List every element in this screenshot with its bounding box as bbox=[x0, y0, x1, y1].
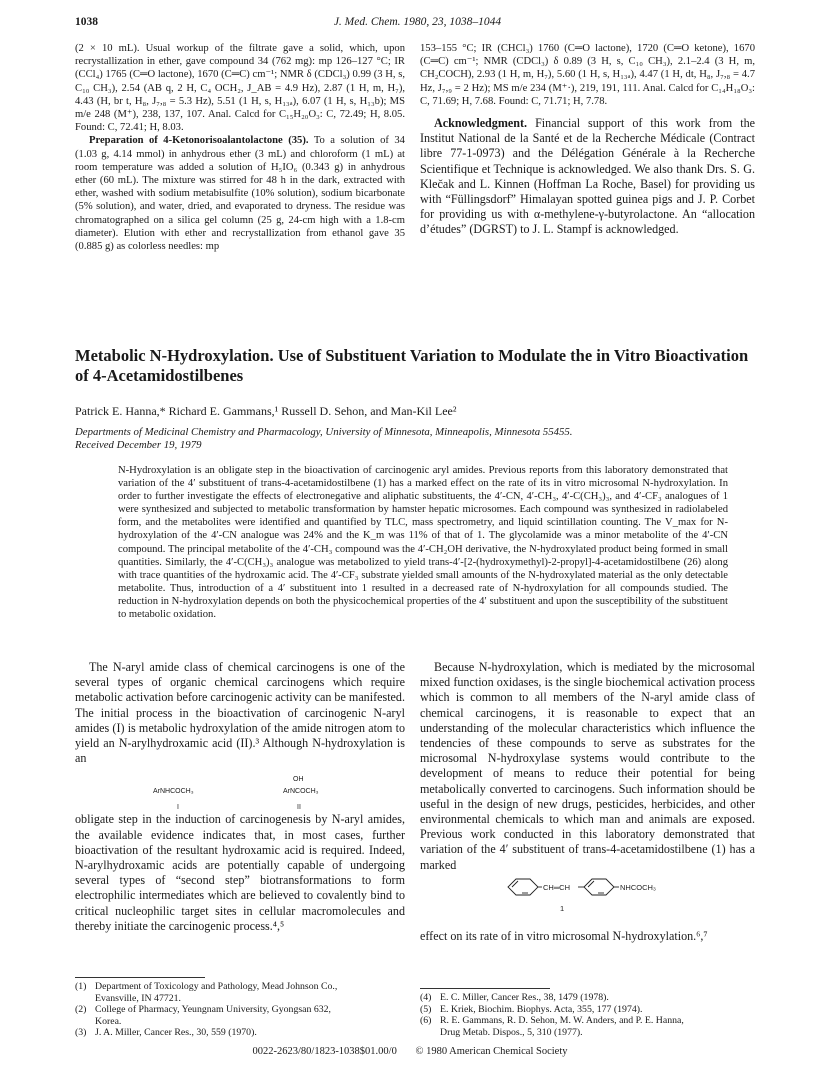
stilbene-structure bbox=[420, 873, 755, 929]
preparation-body: To a solution of 34 (1.03 g, 4.14 mmol) in anhydrous ether (3 mL) and chloroform (1 mL) at room temperature was added a solution of H₅IO₆ (0.343 g) in anhydrous ether (60 mL). The mixture was stirred for 48 h in the dark, extracted with ether, washed with sodium metabisulfite (10% solution), sodium bicarbonate (5% solution), and water, dried, and evaporated to dryness. The residue was chromatographed on a silica gel column (25 g, 24-cm high with a 1.8-cm diameter). Elution with ether and recrystallization from ethanol gave 35 (0.885 g) as colorless needles: mp bbox=[75, 135, 405, 253]
received-date: Received December 19, 1979 bbox=[75, 439, 202, 451]
preparation-heading: Preparation of 4-Ketonorisoalantolactone (35). bbox=[89, 135, 309, 147]
structure-II-oh: OH bbox=[293, 776, 304, 784]
footnote-1: (1) Department of Toxicology and Pathology, Mead Johnson Co., bbox=[75, 981, 338, 992]
article-authors: Patrick E. Hanna,* Richard E. Gammans,¹ Russell D. Sehon, and Man-Kil Lee² bbox=[75, 404, 457, 418]
abstract: N-Hydroxylation is an obligate step in the bioactivation of carcinogenic aryl amides. Previous reports from this laboratory demonstrated that variation of the 4′ substituent of trans-4-acetamidostilbene (1) has a marked effect on the rate of its in vitro microsomal N-hydroxylation. In order to further investigate the effects of electronegative and aliphatic substituents, the 4′-CN, 4′-CH₃, 4′-C(CH₃)₃, and 4′-CF₃ analogues of 1 were synthesized and subjected to metabolic transformation by hamster hepatic microsomes. Each compound was synthesized in radiolabeled form, and the metabolites were identified and quantified by TLC, mass spectrometry, and liquid scintillation counting. The V_max for N-hydroxylation of the 4′-CN analogue was 24% and the K_m was 11% of that of 1. The glycolamide was a minor metabolite of the 4′-CN compound. The principal metabolite of the 4′-CH₃ compound was the 4′-CH₂OH derivative, the N-hydroxylated product being formed in small quantities. Similarly, the 4′-C(CH₃)₃ analogue was metabolized to yield trans-4′-[2-(hydroxymethyl)-2-propyl]-4-acetamidostilbene (26) along with trace quantities of the hydroxamic acid. The 4′-CF₃ substrate yielded small amounts of the N-hydroxylated material as the only detectable metabolite. Thus, introduction of a 4′ substituent into 1 resulted in a decreased rate of N-hydroxylation for all compounds studied. The reduction in N-hydroxylation depends on both the physicochemical properties of the 4′ substituent and upon the susceptibility of the substituent to metabolic oxidation. bbox=[118, 465, 728, 621]
stilbene-linker: CH═CH bbox=[543, 882, 570, 892]
copyright-notice: © 1980 American Chemical Society bbox=[415, 1046, 568, 1057]
top-right-column bbox=[420, 42, 755, 238]
footnotes-left bbox=[75, 977, 405, 1039]
intro-paragraph-1: The N-aryl amide class of chemical carcinogens is one of the several types of organic chemical carcinogens which require metabolic activation before carcinogenic activity can be manifested. The initial process in the bioactivation of carcinogenic N-aryl amides (I) is metabolic hydroxylation of the amide nitrogen atom to yield an N-arylhydroxamic acid (II).³ Although N-hydroxylation is an bbox=[75, 660, 405, 766]
footnote-2: (2) College of Pharmacy, Yeungnam University, Gyongsan 632, bbox=[75, 1004, 331, 1016]
structure-I: ArNHCOCH₃ bbox=[153, 788, 194, 796]
footnote-6: (6) R. E. Gammans, R. D. Sehon, M. W. Anders, and P. E. Hanna, bbox=[420, 1015, 684, 1027]
acknowledgment-paragraph bbox=[420, 116, 755, 238]
intro-paragraph-3: Because N-hydroxylation, which is mediated by the microsomal mixed function oxidases, is the single biochemical activation process which is common to all members of the N-aryl amide class of chemical carcinogens, it is reasonable to expect that an understanding of the molecular characteristics which influence the tendencies of these compounds to serve as substrates for the microsomal N-hydroxylase systems would contribute to the development of means to reduce their potential for being metabolically converted to carcinogens. Such information should be useful in the design of new drugs, pesticides, herbicides, and other environmental chemicals to which man and animals are exposed. Previous work conducted in this laboratory demonstrated that variation of the 4′ substituent of trans-4-acetamidostilbene (1) has a marked bbox=[420, 660, 755, 872]
footnote-4: (4) E. C. Miller, Cancer Res., 38, 1479 (1978). bbox=[420, 992, 609, 1003]
footnote-6-cont: Drug Metab. Dispos., 5, 310 (1977). bbox=[440, 1026, 583, 1038]
acknowledgment-heading: Acknowledgment. bbox=[434, 116, 528, 131]
footnote-5: (5) E. Kriek, Biochim. Biophys. Acta, 355, 177 (1974). bbox=[420, 1003, 643, 1015]
footnotes-right bbox=[420, 988, 755, 1038]
intro-paragraph-2: obligate step in the induction of carcinogenesis by N-aryl amides, the available evidence indicates that, in most cases, further bioactivation of the resultant hydroxamic acid is required. Indeed, N-arylhydroxamic acids are potentially capable of undergoing several types of “second step” biotransformations to form electrophilic intermediates which are believed to covalently bind to critical nucleophilic target sites in cellular macromolecules and thereby initiate the carcinogenic process.⁴,⁵ bbox=[75, 812, 405, 933]
stilbene-structure-drawing bbox=[420, 873, 755, 929]
structure-I-label: I bbox=[177, 804, 179, 812]
journal-citation: J. Med. Chem. 1980, 23, 1038–1044 bbox=[333, 16, 502, 28]
stilbene-group: NHCOCH₃ bbox=[620, 882, 656, 892]
footnote-3: (3) J. A. Miller, Cancer Res., 30, 559 (1970). bbox=[75, 1027, 257, 1039]
compound-34-data: (2 × 10 mL). Usual workup of the filtrate gave a solid, which, upon recrystallization in ether, gave compound 34 (762 mg): mp 126–127 °C; IR (CCl₄) 1765 (C═O lactone), 1670 (C═C) cm⁻¹; NMR δ (CDCl₃) 0.99 (3 H, s, C₁₀ CH₃), 2.54 (AB q, 2 H, C₄ OCH₂, J_AB = 4.9 Hz), 2.87 (1 H, m, H₇), 4.43 (H, br t, H₈, J₇,₈ = 5.3 Hz), 5.51 (1 H, s, H₁₃ₐ), 6.07 (1 H, s, H₁₃b); MS m/e 248 (M⁺), 238, 137, 107. Anal. Calcd for C₁₅H₂₀O₃: C, 72.49; H, 8.05. Found: C, 72.41; H, 8.03. bbox=[75, 43, 405, 134]
footnote-rule-right bbox=[420, 988, 550, 989]
footnote-1-cont: Evansville, IN 47721. bbox=[95, 992, 181, 1004]
amide-structures bbox=[75, 766, 405, 812]
top-left-column bbox=[75, 42, 405, 253]
preparation-paragraph bbox=[75, 134, 405, 253]
footnote-rule bbox=[75, 977, 205, 978]
affiliation-line: Departments of Medicinal Chemistry and Pharmacology, University of Minnesota, Minneapolis, Minnesota 55455. bbox=[75, 426, 573, 438]
running-header bbox=[75, 16, 760, 32]
body-right-column bbox=[420, 660, 755, 944]
article-code: 0022-2623/80/1823-1038$01.00/0 bbox=[252, 1046, 397, 1057]
page-number: 1038 bbox=[75, 16, 98, 28]
acknowledgment-body: Financial support of this work from the Institut National de la Santé et de la Recherche Médicale (Contract libre 77-1-0973) and the Délégation Générale à la Recherche Scientifique et Technique is acknowledged. We also thank Drs. S. G. Klečak and L. Kinnen (Hoffman La Roche, Basel) for providing us with “Füllingsdorf” Himalayan spotted guinea pigs and J. P. Corbet for providing us with α-methylene-γ-butyrolactone. An “allocation d’études” (DGRST) to J. L. Stampf is acknowledged. bbox=[420, 116, 755, 237]
footnote-2-cont: Korea. bbox=[95, 1015, 122, 1027]
structure-II: ArNCOCH₃ bbox=[283, 788, 319, 796]
body-left-column bbox=[75, 660, 405, 934]
article-affiliation bbox=[75, 426, 573, 452]
article-title: Metabolic N-Hydroxylation. Use of Substituent Variation to Modulate the in Vitro Bioactivation of 4-Acetamidostilbenes bbox=[75, 346, 749, 385]
structure-II-label: II bbox=[297, 804, 301, 812]
page-footer bbox=[0, 1046, 820, 1057]
compound-35-data: 153–155 °C; IR (CHCl₃) 1760 (C═O lactone), 1720 (C═O ketone), 1670 (C═C) cm⁻¹; NMR (CDCl₃) δ 0.89 (3 H, s, C₁₀ CH₃), 2.1–2.4 (3 H, m, CH₂COCH), 2.93 (1 H, m, H₇), 5.60 (1 H, s, H₁₃ₐ), 4.47 (1 H, dt, H₈, J₇,₈ = 4.7 Hz, J₇,₉ = 2 Hz); MS m/e 234 (M⁺·), 219, 191, 111. Anal. Calcd for C₁₄H₁₈O₃: C, 71.69; H, 7.68. Found: C, 71.71; H, 7.78. bbox=[420, 43, 755, 107]
intro-paragraph-4: effect on its rate of in vitro microsomal N-hydroxylation.⁶,⁷ bbox=[420, 928, 708, 943]
stilbene-label: 1 bbox=[560, 903, 565, 913]
